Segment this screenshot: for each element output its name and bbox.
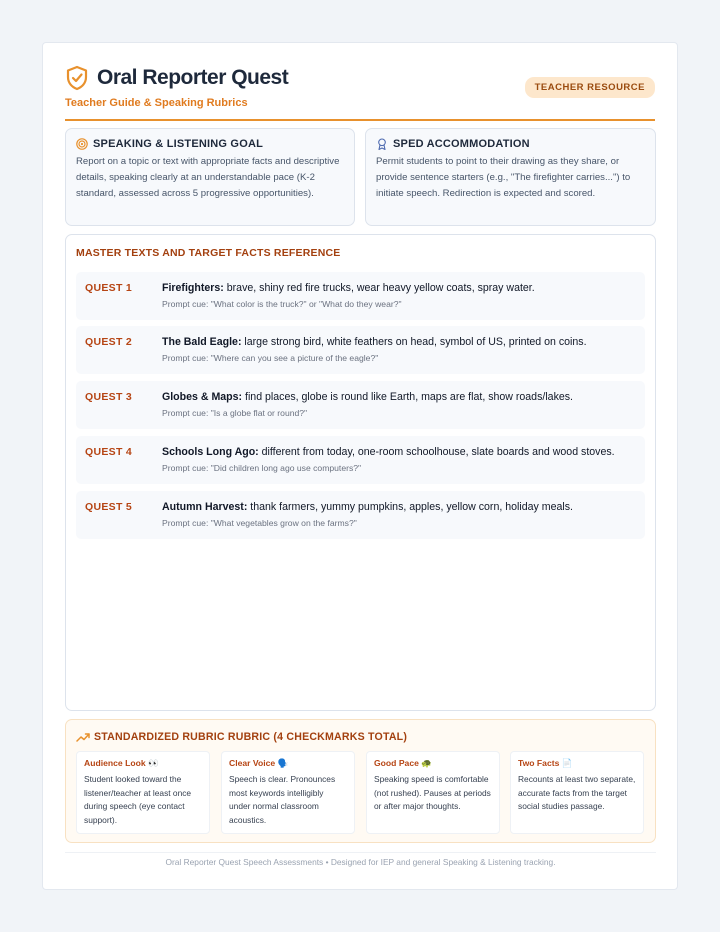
quest-label: QUEST 5 (85, 501, 133, 513)
quest-topic: Autumn Harvest: (162, 501, 248, 513)
ribbon-icon (376, 138, 388, 150)
master-texts-title: MASTER TEXTS AND TARGET FACTS REFERENCE (76, 247, 341, 259)
quest-label: QUEST 1 (85, 282, 133, 294)
quest-topic: Schools Long Ago: (162, 446, 259, 458)
quest-row (76, 491, 645, 539)
rubric-criterion-good-pace (366, 751, 500, 834)
goal-card-title: SPEAKING & LISTENING GOAL (93, 138, 264, 150)
quest-row (76, 381, 645, 429)
quest-label: QUEST 2 (85, 336, 133, 348)
goal-card (65, 128, 355, 226)
sped-card (365, 128, 656, 226)
quest-topic: Firefighters: (162, 282, 224, 294)
rubric-criterion-two-facts (510, 751, 644, 834)
teacher-resource-badge: TEACHER RESOURCE (525, 77, 655, 98)
criterion-title: Clear Voice 🗣️ (229, 758, 289, 768)
quest-facts-text: large strong bird, white feathers on head, symbol of US, printed on coins. (241, 336, 587, 348)
criterion-title: Two Facts 📄 (518, 758, 573, 768)
header (65, 65, 655, 121)
quest-facts (162, 391, 573, 403)
rubric-panel (65, 719, 656, 843)
quest-facts (162, 446, 615, 458)
page (42, 42, 678, 890)
quest-topic: Globes & Maps: (162, 391, 243, 403)
sped-card-body: Permit students to point to their drawing as they share, or provide sentence starters (e.g., "The firefighter carries...") to initiate speech. Redirection is expected and scored. (376, 156, 631, 199)
brand (65, 65, 288, 91)
quest-row (76, 272, 645, 320)
quest-facts-text: find places, globe is round like Earth, maps are flat, show roads/lakes. (242, 391, 573, 403)
page-title: Oral Reporter Quest (97, 66, 289, 89)
quest-facts (162, 282, 535, 294)
quest-prompt-cue: Prompt cue: "What color is the truck?" or "What do they wear?" (162, 299, 402, 309)
quest-row (76, 326, 645, 374)
quest-prompt-cue: Prompt cue: "Is a globe flat or round?" (162, 408, 308, 418)
quest-prompt-cue: Prompt cue: "Where can you see a picture of the eagle?" (162, 353, 379, 363)
quest-row (76, 436, 645, 484)
quest-facts (162, 501, 573, 513)
criterion-body: Speech is clear. Pronounces most keywords intelligibly under normal classroom acoustics. (229, 774, 336, 825)
rubric-title: STANDARDIZED RUBRIC RUBRIC (4 CHECKMARKS TOTAL) (94, 731, 408, 743)
quest-label: QUEST 3 (85, 391, 133, 403)
sped-card-title: SPED ACCOMMODATION (393, 138, 530, 150)
quest-facts (162, 336, 587, 348)
target-icon (76, 138, 88, 150)
quest-topic: The Bald Eagle: (162, 336, 242, 348)
quest-facts-text: brave, shiny red fire trucks, wear heavy yellow coats, spray water. (223, 282, 535, 294)
page-subtitle: Teacher Guide & Speaking Rubrics (65, 97, 248, 109)
goal-card-body: Report on a topic or text with appropriate facts and descriptive details, speaking clearly at an understandable pace (K-2 standard, assessed across 5 progressive opportunities). (76, 156, 340, 199)
goal-card-header (76, 138, 344, 150)
quest-facts-text: different from today, one-room schoolhouse, slate boards and wood stoves. (258, 446, 615, 458)
footer: Oral Reporter Quest Speech Assessments • Designed for IEP and general Speaking & Listening tracking. (65, 852, 656, 867)
master-texts-panel (65, 234, 656, 711)
quest-facts-text: thank farmers, yummy pumpkins, apples, yellow corn, holiday meals. (247, 501, 573, 513)
rubric-criterion-audience-look (76, 751, 210, 834)
criterion-body: Recounts at least two separate, accurate facts from the target social studies passage. (518, 774, 636, 811)
trend-up-icon (76, 732, 90, 742)
quest-label: QUEST 4 (85, 446, 133, 458)
criterion-body: Student looked toward the listener/teacher at least once during speech (eye contact support). (84, 774, 192, 825)
quest-prompt-cue: Prompt cue: "Did children long ago use computers?" (162, 463, 362, 473)
shield-check-icon (65, 65, 89, 91)
criterion-body: Speaking speed is comfortable (not rushed). Pauses at periods or after major thoughts. (374, 774, 491, 811)
criterion-title: Audience Look 👀 (84, 758, 159, 768)
rubric-header (76, 731, 407, 743)
sped-card-header (376, 138, 645, 150)
criterion-title: Good Pace 🐢 (374, 758, 432, 768)
rubric-criterion-clear-voice (221, 751, 355, 834)
quest-prompt-cue: Prompt cue: "What vegetables grow on the farms?" (162, 518, 357, 528)
